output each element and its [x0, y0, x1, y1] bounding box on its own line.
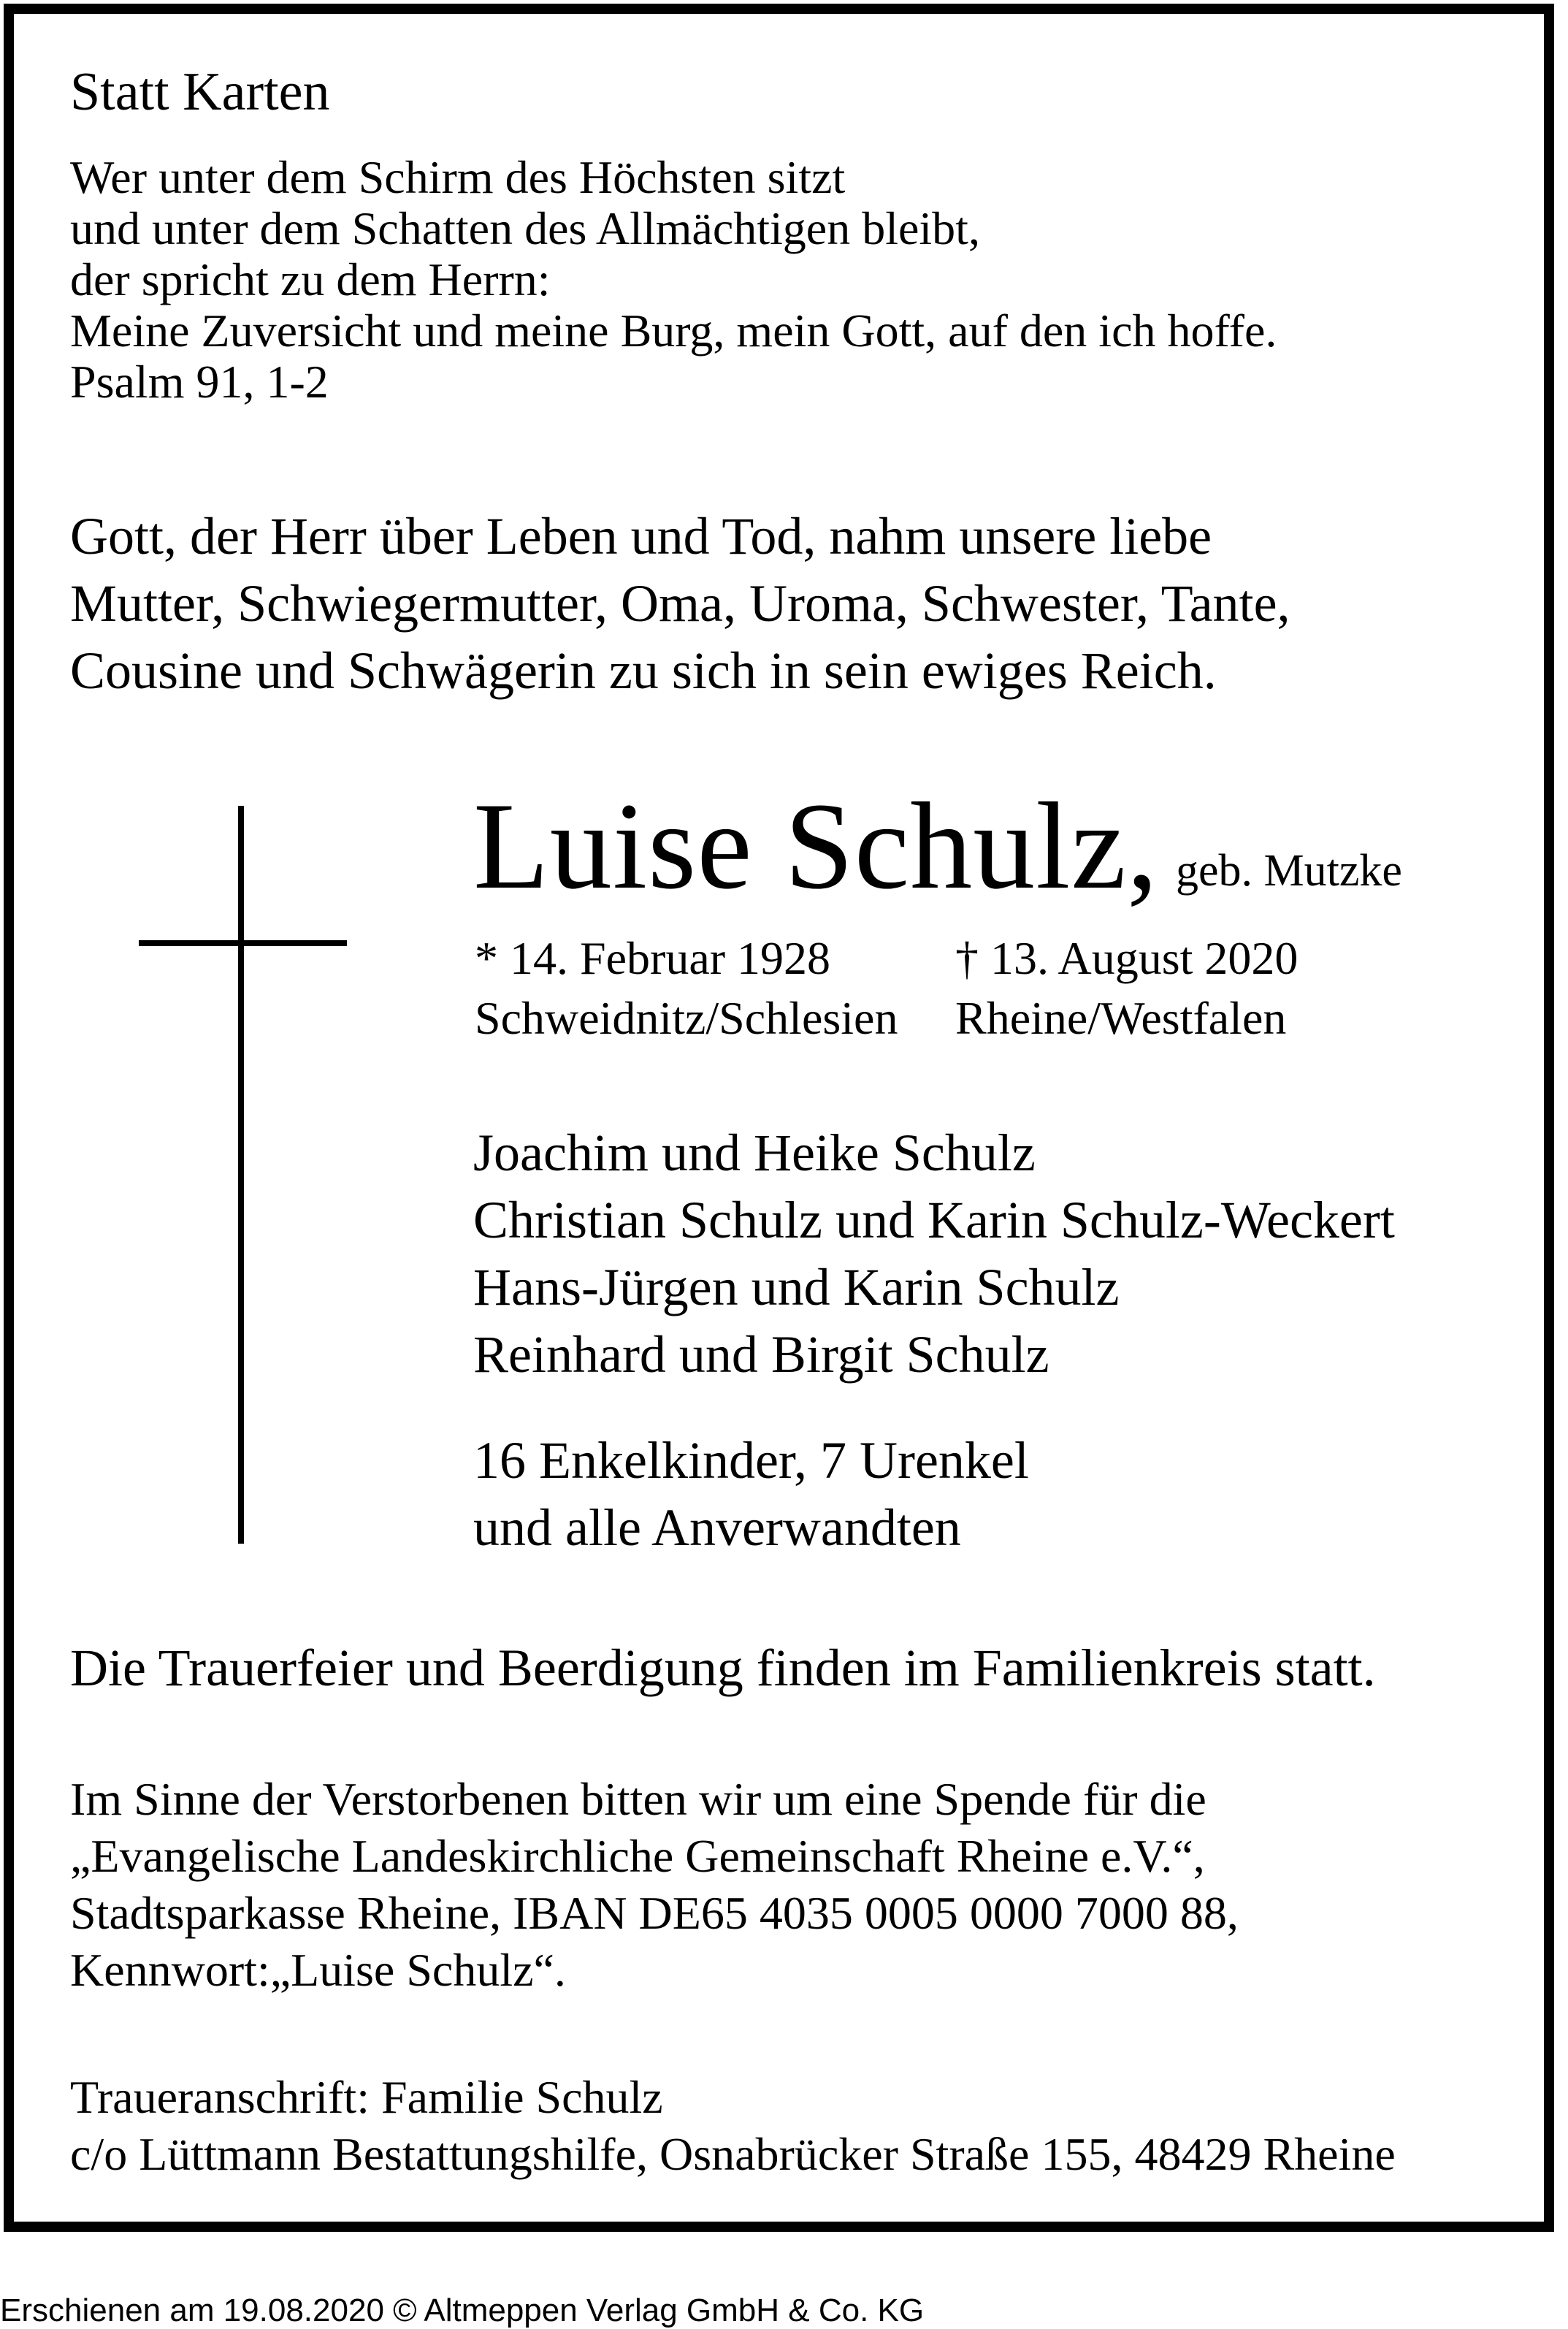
donation-line: Stadtsparkasse Rheine, IBAN DE65 4035 0005 0000 7000 88,: [70, 1887, 1239, 1939]
mourner-item: Hans-Jürgen und Karin Schulz: [473, 1258, 1120, 1316]
family-members: [473, 1427, 1029, 1561]
announcement-line: Mutter, Schwiegermutter, Oma, Uroma, Schwester, Tante,: [70, 574, 1290, 633]
family-line: und alle Anverwandten: [473, 1498, 961, 1557]
birth-date: * 14. Februar 1928: [475, 932, 831, 984]
announcement: [70, 503, 1290, 704]
psalm-reference: Psalm 91, 1-2: [70, 356, 329, 408]
publication-footer: Erschienen am 19.08.2020 © Altmeppen Verlag GmbH & Co. KG: [0, 2292, 925, 2328]
psalm-line: und unter dem Schatten des Allmächtigen bleibt,: [70, 202, 980, 254]
death-place: Rheine/Westfalen: [955, 992, 1287, 1044]
mourner-item: Christian Schulz und Karin Schulz-Weckert: [473, 1191, 1395, 1249]
cross-icon: [238, 806, 244, 1544]
notice-heading: Statt Karten: [70, 62, 330, 122]
ceremony-note: Die Trauerfeier und Beerdigung finden im Familienkreis statt.: [70, 1639, 1376, 1697]
address-line: c/o Lüttmann Bestattungshilfe, Osnabrücker Straße 155, 48429 Rheine: [70, 2128, 1396, 2180]
death-date: † 13. August 2020: [955, 932, 1299, 984]
announcement-line: Gott, der Herr über Leben und Tod, nahm unsere liebe: [70, 507, 1212, 565]
donation-request: [70, 1771, 1239, 1999]
address-line: Traueranschrift: Familie Schulz: [70, 2071, 663, 2123]
mourning-address: [70, 2069, 1396, 2183]
birth-place: Schweidnitz/Schlesien: [475, 992, 898, 1044]
donation-line: Kennwort:„Luise Schulz“.: [70, 1944, 566, 1996]
cross-icon-bar: [139, 940, 347, 946]
announcement-line: Cousine und Schwägerin zu sich in sein ewiges Reich.: [70, 641, 1217, 700]
donation-line: „Evangelische Landeskirchliche Gemeinschaft Rheine e.V.“,: [70, 1830, 1205, 1882]
psalm-line: der spricht zu dem Herrn:: [70, 254, 551, 305]
maiden-name: geb. Mutzke: [1176, 846, 1402, 896]
donation-line: Im Sinne der Verstorbenen bitten wir um eine Spende für die: [70, 1773, 1206, 1825]
mourner-item: Reinhard und Birgit Schulz: [473, 1325, 1049, 1384]
family-line: 16 Enkelkinder, 7 Urenkel: [473, 1431, 1029, 1490]
psalm-line: Wer unter dem Schirm des Höchsten sitzt: [70, 151, 846, 203]
mourner-item: Joachim und Heike Schulz: [473, 1124, 1036, 1182]
mourner-list: [473, 1119, 1395, 1388]
deceased-name: Luise Schulz,: [473, 777, 1159, 915]
psalm-line: Meine Zuversicht und meine Burg, mein Gott, auf den ich hoffe.: [70, 305, 1277, 357]
psalm-quote: [70, 152, 1277, 408]
